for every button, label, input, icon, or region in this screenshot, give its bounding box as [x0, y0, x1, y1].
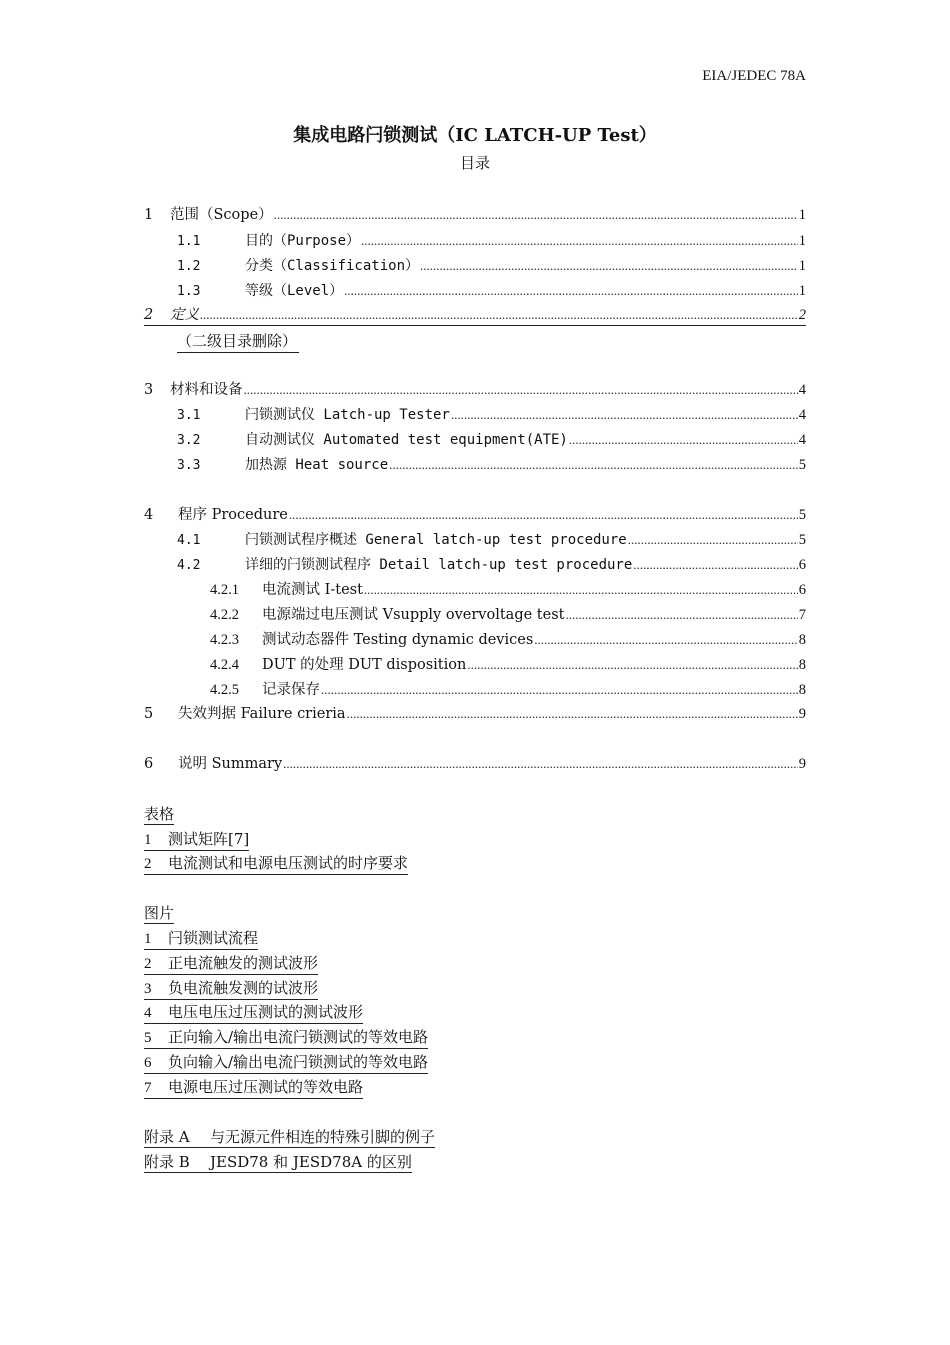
toc-text: DUT 的处理 DUT disposition [262, 657, 467, 673]
toc-page: 8 [798, 682, 806, 698]
toc-entry[interactable] [144, 430, 806, 450]
table-number: 1 [144, 832, 152, 848]
appendix-label: 附录 B [144, 1153, 190, 1171]
toc-entry[interactable] [144, 605, 806, 625]
toc-leader [420, 256, 798, 276]
toc-number: 1.1 [177, 234, 201, 249]
toc-page: 9 [798, 706, 806, 722]
toc-leader [364, 580, 798, 600]
figure-title: 负向输入/输出电流闩锁测试的等效电路 [168, 1053, 429, 1071]
toc-text: 详细的闩锁测试程序 Detail latch-up test procedure [245, 557, 633, 573]
table-title: 电流测试和电源电压测试的时序要求 [168, 854, 409, 872]
toc-entry[interactable] [144, 405, 806, 425]
toc-page: 8 [798, 632, 806, 648]
toc-entry[interactable] [144, 655, 806, 675]
toc-entry[interactable] [144, 704, 806, 724]
toc-number: 4.2.5 [210, 682, 239, 698]
toc-entry[interactable] [144, 205, 806, 225]
toc-leader [321, 680, 798, 700]
toc-page: 9 [798, 756, 806, 772]
toc-entry[interactable] [144, 580, 806, 600]
appendix-item[interactable] [144, 1128, 435, 1148]
toc-page: 4 [798, 382, 806, 398]
toc-leader [389, 455, 798, 475]
figure-list-item[interactable] [144, 929, 258, 950]
toc-leader [569, 430, 798, 450]
toc-text: 电源端过电压测试 Vsupply overvoltage test [262, 607, 565, 623]
toc-number: 4.1 [177, 533, 201, 548]
toc-leader [534, 630, 797, 650]
toc-page: 6 [798, 557, 806, 573]
toc-text: 目的（Purpose） [245, 233, 361, 249]
toc-entry[interactable] [144, 630, 806, 650]
toc-number: 1.3 [177, 284, 201, 299]
toc-text: 自动测试仪 Automated test equipment(ATE) [245, 432, 568, 448]
toc-number: 4.2.3 [210, 632, 239, 648]
toc-entry[interactable] [144, 754, 806, 774]
figure-number: 7 [144, 1080, 152, 1096]
toc-number: 4.2.4 [210, 657, 239, 673]
appendix-title: JESD78 和 JESD78A 的区别 [210, 1153, 412, 1171]
toc-number: 3 [144, 382, 154, 398]
toc-number: 3.2 [177, 433, 201, 448]
toc-leader [289, 505, 798, 525]
figure-title: 闩锁测试流程 [168, 929, 259, 947]
figure-title: 正电流触发的测试波形 [168, 954, 319, 972]
toc-page: 1 [798, 233, 806, 249]
toc-leader [361, 231, 798, 251]
figure-title: 电源电压过压测试的等效电路 [168, 1078, 364, 1096]
figure-list-item[interactable] [144, 1003, 363, 1024]
figure-title: 正向输入/输出电流闩锁测试的等效电路 [168, 1028, 429, 1046]
toc-page: 5 [798, 457, 806, 473]
toc-number: 4.2 [177, 558, 201, 573]
toc-text: 失效判据 Failure crieria [178, 706, 346, 722]
figure-number: 6 [144, 1055, 152, 1071]
figure-number: 2 [144, 956, 152, 972]
toc-text: 分类（Classification） [245, 258, 420, 274]
toc-text: 说明 Summary [178, 756, 283, 772]
figures-heading[interactable]: 图片 [144, 904, 175, 922]
appendix-item[interactable] [144, 1153, 412, 1173]
document-code: EIA/JEDEC 78A [702, 68, 806, 84]
toc-leader [565, 605, 797, 625]
table-number: 2 [144, 856, 152, 872]
toc-number: 4 [144, 507, 154, 523]
appendix-label: 附录 A [144, 1128, 190, 1146]
toc-text: 闩锁测试仪 Latch-up Tester [245, 407, 450, 423]
figure-list-item[interactable] [144, 1078, 363, 1099]
toc-page: 7 [798, 607, 806, 623]
toc-number: 3.1 [177, 408, 201, 423]
toc-leader [244, 380, 798, 400]
toc-text: 材料和设备 [170, 382, 243, 398]
toc-heading: 目录 [459, 154, 490, 172]
toc-page: 4 [798, 407, 806, 423]
toc-leader [283, 754, 798, 774]
toc-page: 5 [798, 507, 806, 523]
figure-list-item[interactable] [144, 954, 318, 975]
toc-entry[interactable] [144, 680, 806, 700]
toc-number: 1 [144, 207, 154, 223]
toc-number: 5 [144, 706, 154, 722]
toc-entry[interactable] [144, 380, 806, 400]
document-title: 集成电路闩锁测试（IC LATCH-UP Test） [293, 125, 657, 146]
toc-page: 1 [798, 283, 806, 299]
toc-page: 5 [798, 532, 806, 548]
toc-text: 程序 Procedure [178, 507, 288, 523]
toc-page: 8 [798, 657, 806, 673]
toc-number: 6 [144, 756, 154, 772]
figure-number: 1 [144, 931, 152, 947]
toc-leader [628, 530, 798, 550]
toc-text: 闩锁测试程序概述 General latch-up test procedure [245, 532, 627, 548]
toc-leader [344, 281, 798, 301]
figure-list-item[interactable] [144, 1053, 428, 1074]
toc-text: 范围（Scope） [170, 207, 273, 223]
toc-page: 2 [798, 307, 806, 323]
deleted-level2-note: （二级目录删除） [177, 330, 299, 353]
toc-text: 加热源 Heat source [245, 457, 389, 473]
toc-entry[interactable] [144, 530, 806, 550]
toc-entry[interactable] [144, 305, 806, 326]
toc-text: 等级（Level） [245, 283, 344, 299]
figure-title: 电压电压过压测试的测试波形 [168, 1003, 364, 1021]
figure-title: 负电流触发测的试波形 [168, 979, 319, 997]
toc-number: 3.3 [177, 458, 201, 473]
toc-page: 6 [798, 582, 806, 598]
toc-entry[interactable] [144, 455, 806, 475]
toc-entry[interactable] [144, 231, 806, 251]
table-list-item[interactable] [144, 854, 408, 875]
toc-entry[interactable] [144, 281, 806, 301]
toc-text: 定义 [170, 307, 199, 323]
toc-entry[interactable] [144, 256, 806, 276]
toc-leader [274, 205, 798, 225]
toc-page: 1 [798, 207, 806, 223]
toc-leader [467, 655, 797, 675]
toc-entry[interactable] [144, 555, 806, 575]
figure-number: 3 [144, 981, 152, 997]
toc-page: 4 [798, 432, 806, 448]
toc-leader [451, 405, 798, 425]
toc-text: 测试动态器件 Testing dynamic devices [262, 632, 534, 648]
figure-list-item[interactable] [144, 1028, 428, 1049]
toc-number: 4.2.1 [210, 582, 239, 598]
toc-leader [633, 555, 797, 575]
toc-number: 2 [144, 307, 154, 323]
figure-number: 5 [144, 1030, 152, 1046]
table-title: 测试矩阵[7] [168, 830, 250, 848]
toc-entry[interactable] [144, 505, 806, 525]
table-list-item[interactable] [144, 830, 249, 851]
toc-leader [347, 704, 798, 724]
tables-heading[interactable]: 表格 [144, 805, 175, 823]
toc-text: 电流测试 I-test [262, 582, 363, 598]
toc-page: 1 [798, 258, 806, 274]
figure-list-item[interactable] [144, 979, 318, 1000]
toc-number: 1.2 [177, 259, 201, 274]
toc-leader [200, 305, 798, 325]
toc-number: 4.2.2 [210, 607, 239, 623]
figure-number: 4 [144, 1005, 152, 1021]
appendix-title: 与无源元件相连的特殊引脚的例子 [210, 1128, 436, 1146]
toc-text: 记录保存 [262, 682, 320, 698]
